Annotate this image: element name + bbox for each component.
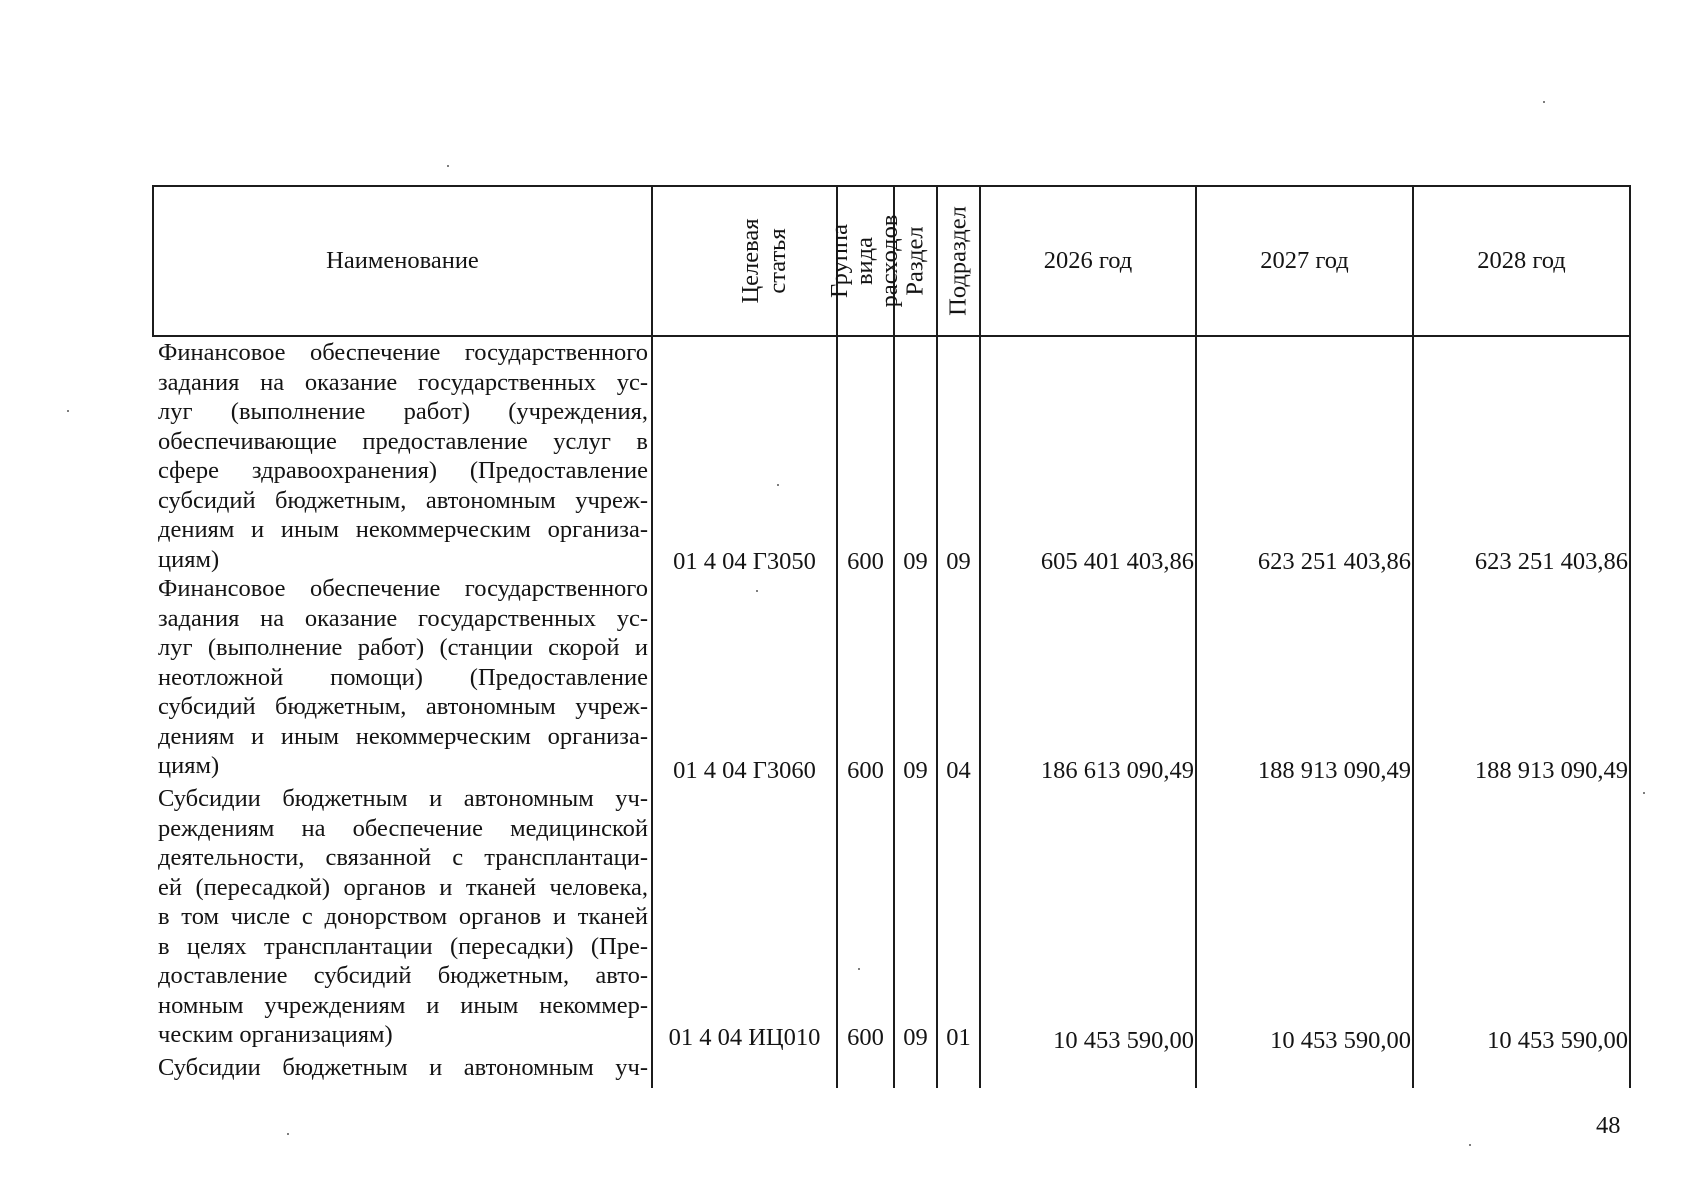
- header-target: [737, 191, 791, 331]
- row2-name-line: циям): [158, 752, 220, 779]
- row3-name-line: ей (пересадкой) органов и тканей человека,: [158, 873, 648, 901]
- row4-name: [158, 1053, 648, 1083]
- row1-name-line: дениям и иным некоммерческим организа-: [158, 516, 648, 543]
- row2-name-line: дениям и иным некоммерческим организа-: [158, 722, 648, 750]
- row1-name-line: сфере здравоохранения) (Предоставление: [158, 457, 648, 484]
- row1-name-line: субсидий бюджетным, автономным учреж-: [158, 486, 648, 514]
- row2-2028: 188 913 090,49: [1474, 757, 1628, 784]
- row4-name-line: Субсидии бюджетным и автономным уч-: [158, 1054, 648, 1081]
- row3-name-line: доставление субсидий бюджетным, авто-: [158, 962, 648, 989]
- row2-group: 600: [847, 757, 884, 784]
- row2-name-line: Финансовое обеспечение государственного: [158, 575, 648, 602]
- col-border-name: [651, 185, 653, 1088]
- scan-speck: [777, 484, 779, 486]
- row1-name-line: обеспечивающие предоставление услуг в: [158, 427, 648, 455]
- scan-speck: [1643, 792, 1645, 794]
- row2-name: [158, 574, 648, 781]
- row2-name-line: субсидий бюджетным, автономным учреж-: [158, 693, 648, 720]
- row2-name-line: луг (выполнение работ) (станции скорой и: [158, 634, 648, 661]
- row3-name-line: реждениям на обеспечение медицинской: [158, 814, 648, 842]
- row3-2026: 10 453 590,00: [1053, 1027, 1194, 1054]
- row3-name-line: в том числе с донорством органов и тканей: [158, 903, 648, 930]
- row3-name-line: ческим организациям): [158, 1021, 393, 1048]
- header-section: Раздел: [901, 226, 929, 296]
- row2-2026: 186 613 090,49: [1040, 757, 1194, 784]
- row3-name-line: номным учреждениям и иным некоммер-: [158, 991, 648, 1019]
- row1-group: 600: [847, 548, 884, 575]
- col-border-section: [936, 185, 938, 1088]
- header-target-text: Целевая статья: [737, 218, 791, 304]
- scan-speck: [447, 165, 449, 167]
- header-2026: 2026 год: [1043, 247, 1133, 274]
- row3-name-line: Субсидии бюджетным и автономным уч-: [158, 785, 648, 812]
- row3-group: 600: [847, 1024, 884, 1051]
- row2-name-line: неотложной помощи) (Предоставление: [158, 663, 648, 691]
- row1-subsection: 09: [946, 548, 971, 575]
- row3-target: 01 4 04 ИЦ010: [668, 1024, 821, 1051]
- row1-target: 01 4 04 Г3050: [673, 548, 816, 575]
- row1-name-line: циям): [158, 545, 220, 573]
- scan-speck: [1543, 101, 1545, 103]
- row1-2026: 605 401 403,86: [1040, 548, 1194, 575]
- row3-2028: 10 453 590,00: [1487, 1027, 1628, 1054]
- row2-2027: 188 913 090,49: [1257, 757, 1411, 784]
- row1-name-line: Финансовое обеспечение государственного: [158, 339, 648, 366]
- row1-2027: 623 251 403,86: [1257, 548, 1411, 575]
- col-border-right: [1629, 185, 1631, 1088]
- row2-name-line: задания на оказание государственных ус-: [158, 604, 648, 632]
- row2-subsection: 04: [946, 757, 971, 784]
- page-number: 48: [1596, 1112, 1621, 1139]
- scan-speck: [858, 968, 860, 970]
- row2-target: 01 4 04 Г3060: [673, 757, 816, 784]
- header-group: [827, 186, 903, 336]
- row1-section: 09: [903, 548, 928, 575]
- header-subsection: Подраздел: [944, 206, 972, 316]
- scan-speck: [287, 1133, 289, 1135]
- header-name: Наименование: [326, 247, 479, 274]
- header-2028: 2028 год: [1477, 247, 1566, 274]
- row3-name-line: деятельности, связанной с трансплантаци-: [158, 844, 648, 871]
- header-2027: 2027 год: [1260, 247, 1349, 274]
- row3-subsection: 01: [946, 1024, 971, 1051]
- row3-2027: 10 453 590,00: [1270, 1027, 1411, 1054]
- row1-name: [158, 338, 648, 574]
- row1-name-line: луг (выполнение работ) (учреждения,: [158, 398, 648, 425]
- row1-2028: 623 251 403,86: [1474, 548, 1628, 575]
- header-group-text: Группа вида расходов: [826, 214, 903, 308]
- row3-name-line: в целях трансплантации (пересадки) (Пре-: [158, 932, 648, 960]
- row3-section: 09: [903, 1024, 928, 1051]
- row2-section: 09: [903, 757, 928, 784]
- scan-speck: [756, 590, 758, 592]
- row1-name-line: задания на оказание государственных ус-: [158, 368, 648, 396]
- scan-speck: [1469, 1144, 1471, 1146]
- row3-name: [158, 784, 648, 1050]
- scan-speck: [67, 410, 69, 412]
